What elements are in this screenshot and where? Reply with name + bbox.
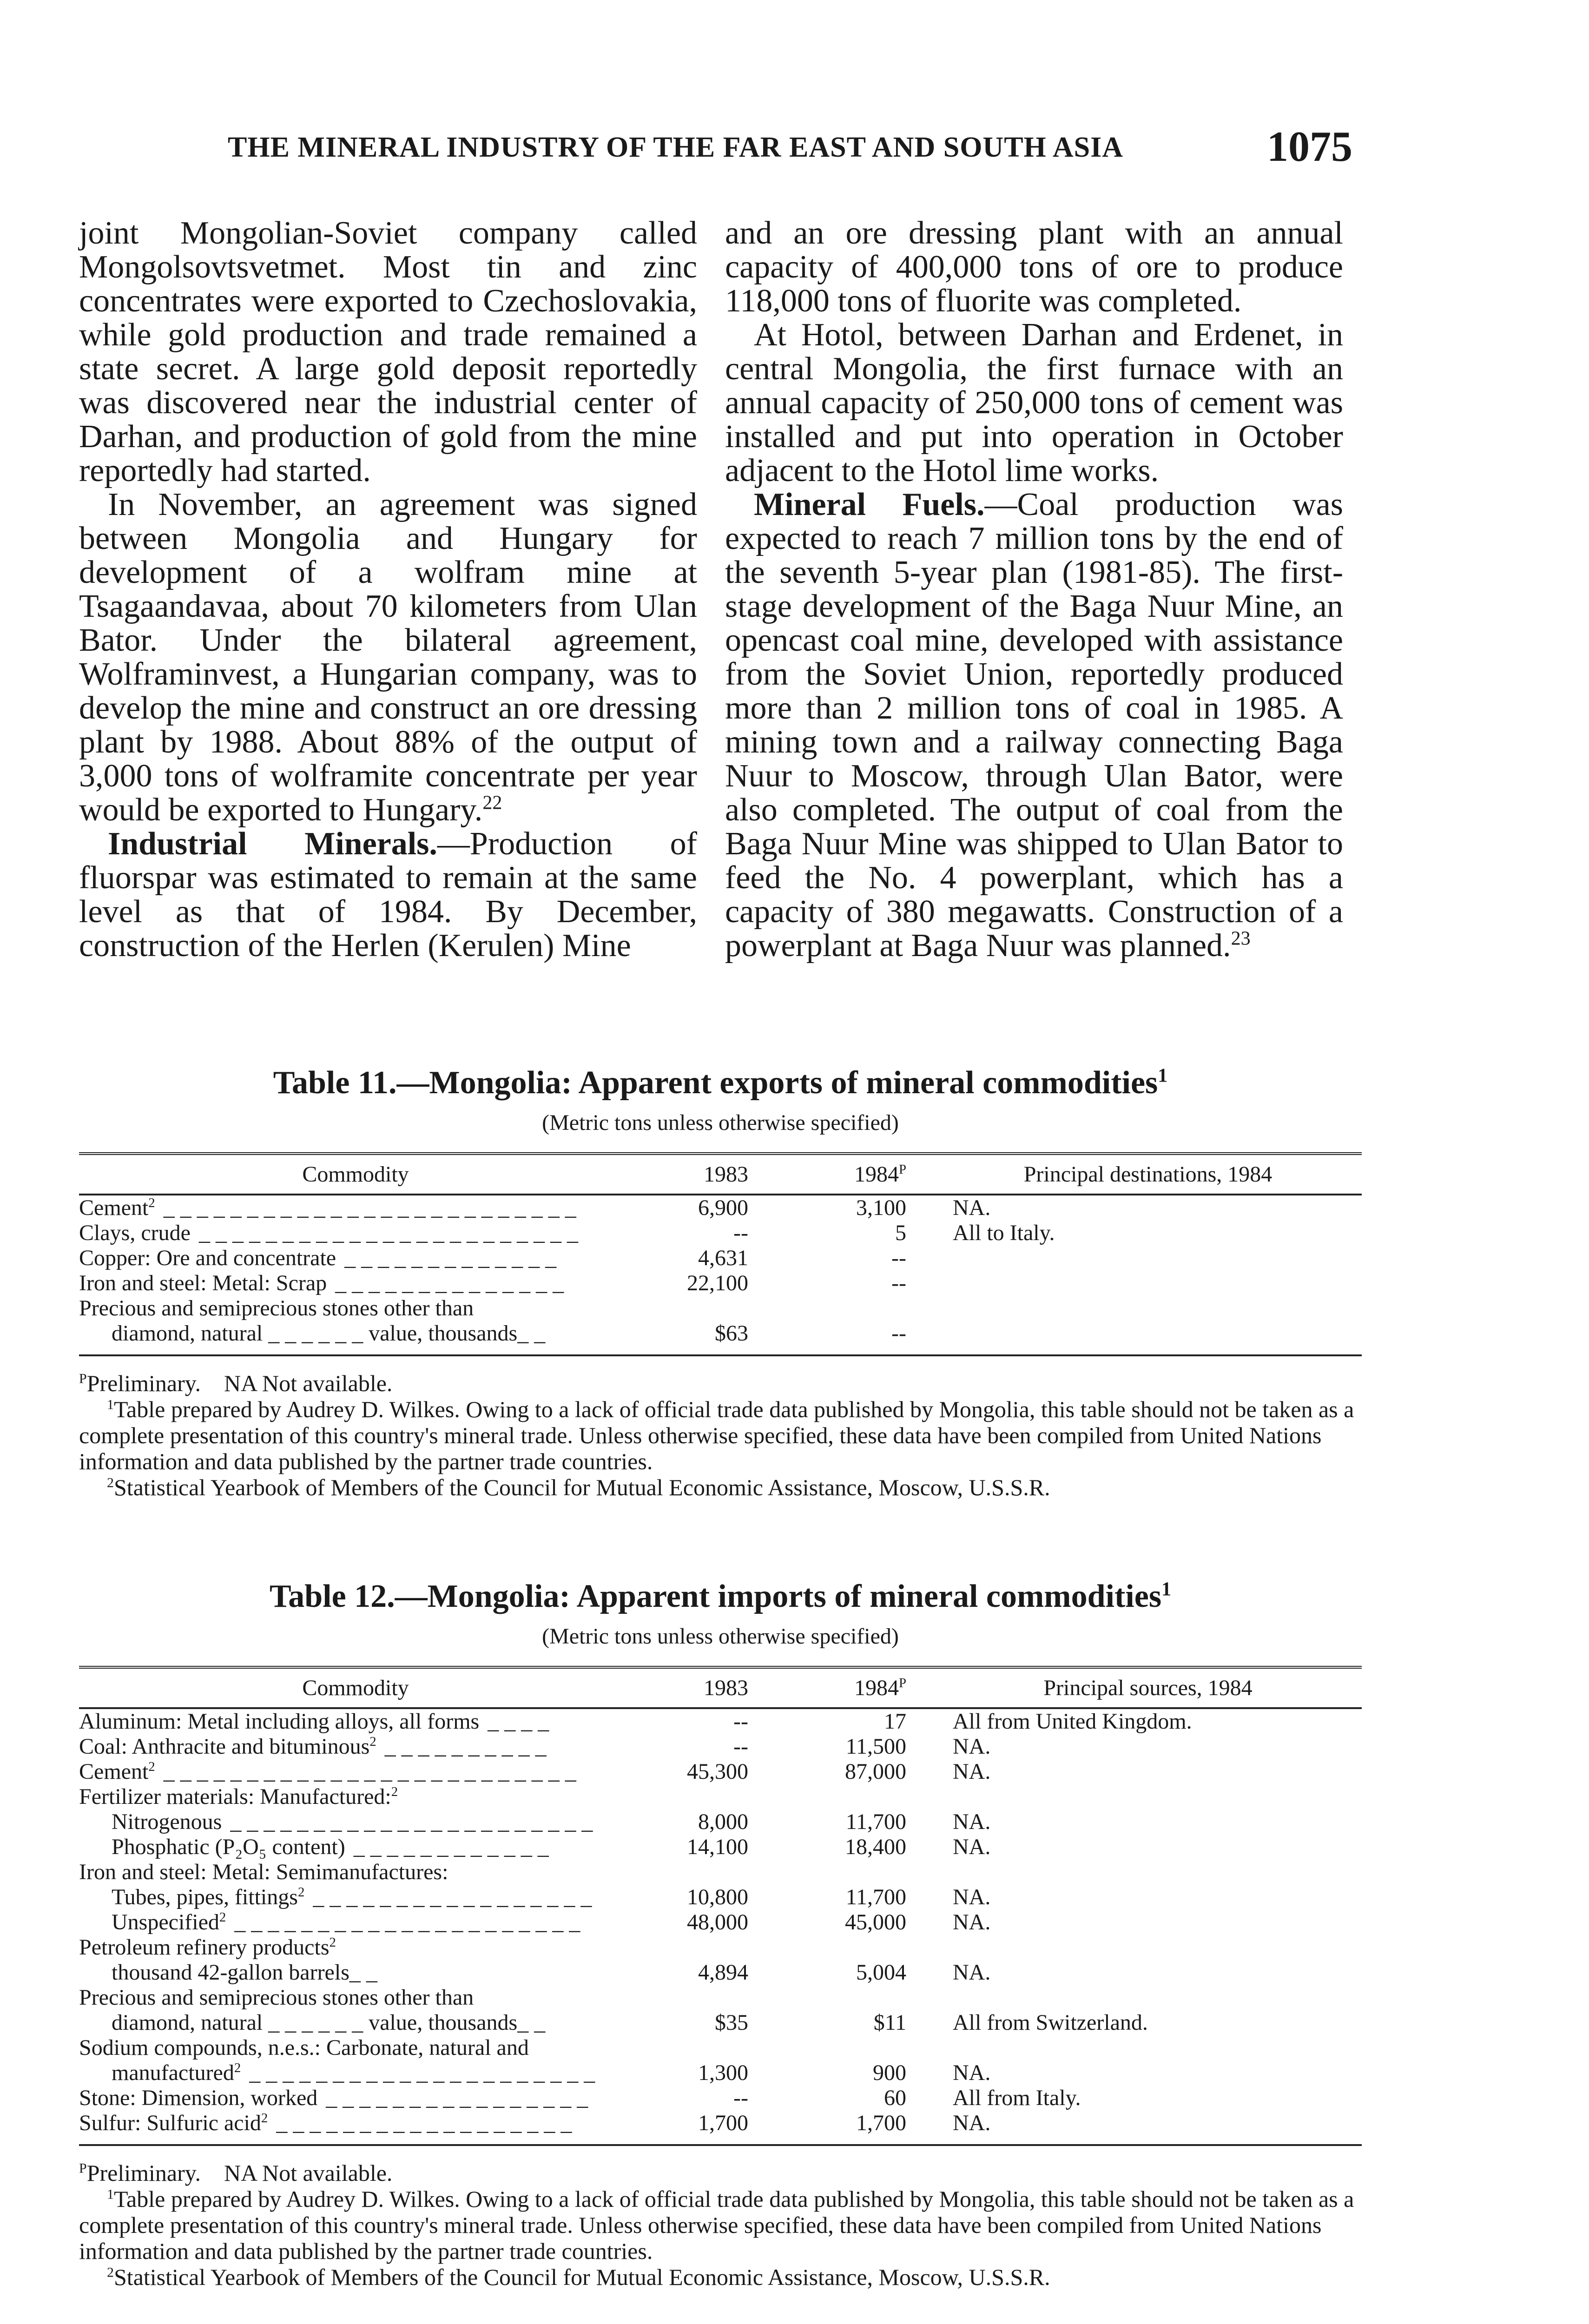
cell-1984: 11,700 [845,1809,906,1834]
column-header: 1983 [704,1162,748,1187]
table-row [79,1271,1362,1296]
cell-1984: 5 [895,1221,906,1245]
cell-destination: NA. [953,1835,991,1859]
cell-1984: -- [891,1246,906,1270]
note-preliminary: $^P$Preliminary. NA Not available. [79,2160,393,2186]
cell-destination [934,1321,1362,1355]
table-row [79,1321,1362,1355]
cell-commodity: Coal: Anthracite and bituminous$^2$ _ _ _ _ _ _ _ _ _ _ [79,1734,547,1759]
table-row [79,1784,1362,1809]
cell-destination: NA. [953,2111,991,2135]
cell-destination: NA. [953,2060,991,2085]
cell-1983: 4,894 [698,1960,748,1985]
cell-commodity: Clays, crude _ _ _ _ _ _ _ _ _ _ _ _ _ _ _ _ _ _ _ _ _ _ _ [79,1221,578,1245]
data-table [79,1152,1362,1356]
cell-1984 [767,1784,934,1809]
cell-commodity: Sodium compounds, n.e.s.: Carbonate, natural and [79,2035,529,2060]
table-subtitle: (Metric tons unless otherwise specified) [542,1110,899,1135]
table-row [79,1809,1362,1835]
paragraph: Industrial Minerals.—Production of fluorspar was estimated to remain at the same level as that of 1984. By December, construction of the Herlen (Kerulen) Mine [79,826,697,964]
cell-1984: 11,700 [845,1885,906,1909]
paragraph: and an ore dressing plant with an annual capacity of 400,000 tons of ore to produce 118,000 tons of fluorite was completed. [725,215,1343,319]
column-header: $1984^P$ [854,1162,906,1187]
running-header [74,122,1357,173]
cell-destination [934,1935,1362,1960]
cell-commodity: Tubes, pipes, fittings$^2$ _ _ _ _ _ _ _ _ _ _ _ _ _ _ _ _ _ [112,1885,592,1909]
table-row [79,1910,1362,1935]
page-number: 1075 [1267,123,1352,170]
cell-destination: NA. [953,1809,991,1834]
cell-1984 [767,1296,934,1321]
cell-commodity: Aluminum: Metal including alloys, all forms _ _ _ _ [79,1709,549,1734]
cell-1984: 5,004 [856,1960,906,1985]
table-row [79,1960,1362,1985]
paragraph: Mineral Fuels.—Coal production was expected to reach 7 million tons by the end of the seventh 5-year plan (1981-85). The first-stage development of the Baga Nuur Mine, an opencast coal mine, developed with assistance from the Soviet Union, reportedly produced more than 2 million tons of coal in 1985. A mining town and a railway connecting Baga Nuur to Moscow, through Ulan Bator, were also completed. The output of coal from the Baga Nuur Mine was shipped to Ulan Bator to feed the No. 4 powerplant, which has a capacity of 380 megawatts. Construction of a powerplant at Baga Nuur was planned.$^{23}$ [725,487,1343,964]
cell-destination [934,1985,1362,2010]
table-row [79,1835,1362,1860]
cell-commodity: Cement$^2$ _ _ _ _ _ _ _ _ _ _ _ _ _ _ _ _ _ _ _ _ _ _ _ _ _ [79,1759,576,1784]
table-row [79,1759,1362,1784]
table-11 [79,1064,1362,1500]
cell-1983: 1,700 [698,2111,748,2135]
cell-destination [934,1860,1362,1885]
right-column [725,216,1343,963]
cell-destination: NA. [953,1759,991,1784]
cell-destination [934,1246,1362,1271]
cell-commodity: Iron and steel: Metal: Scrap _ _ _ _ _ _ _ _ _ _ _ _ _ _ [79,1271,564,1295]
table-row [79,1935,1362,1960]
cell-1984: 3,100 [856,1195,906,1220]
cell-1983: -- [733,1709,748,1734]
note-preliminary: $^P$Preliminary. NA Not available. [79,1370,393,1396]
cell-commodity: thousand 42-gallon barrels_ _ [112,1960,377,1985]
cell-commodity: Precious and semiprecious stones other than [79,1985,474,2010]
cell-commodity: diamond, natural _ _ _ _ _ _ value, thousands_ _ [112,1321,546,1346]
table-header-row [79,1154,1362,1195]
cell-commodity: diamond, natural _ _ _ _ _ _ value, thousands_ _ [112,2010,546,2035]
cell-1983: 48,000 [687,1910,748,1934]
cell-destination: All to Italy. [953,1221,1055,1245]
note-2: $^2$Statistical Yearbook of Members of the Council for Mutual Economic Assistance, Moscow, U.S.S.R. [107,1474,1050,1500]
table-12 [79,1578,1362,2290]
table-subtitle: (Metric tons unless otherwise specified) [542,1624,899,1649]
cell-1984 [767,1860,934,1885]
table-row [79,1708,1362,1734]
column-header: 1983 [704,1676,748,1700]
cell-commodity: manufactured$^2$ _ _ _ _ _ _ _ _ _ _ _ _ _ _ _ _ _ _ _ _ _ [112,2060,595,2085]
table-row [79,1885,1362,1910]
table-title: Table 11.—Mongolia: Apparent exports of mineral commodities$^1$ [273,1065,1168,1101]
cell-commodity: Unspecified$^2$ _ _ _ _ _ _ _ _ _ _ _ _ _ _ _ _ _ _ _ _ _ [112,1910,580,1934]
cell-destination: NA. [953,1885,991,1909]
cell-1983: 22,100 [687,1271,748,1295]
cell-1983 [632,1296,767,1321]
table-row [79,1195,1362,1221]
footnote-ref: 22 [482,792,502,814]
cell-1983: 8,000 [698,1809,748,1834]
cell-1984: -- [891,1321,906,1346]
cell-1983: 45,300 [687,1759,748,1784]
cell-destination: NA. [953,1734,991,1759]
cell-1983: 14,100 [687,1835,748,1859]
table-row [79,1985,1362,2010]
table-row [79,1860,1362,1885]
paragraph: joint Mongolian-Soviet company called Mongolsovtsvetmet. Most tin and zinc concentrates were exported to Czechoslovakia, while gold production and trade remained a state secret. A large gold deposit reportedly was discovered near the industrial center of Darhan, and production of gold from the mine reportedly had started. [79,215,697,489]
cell-commodity: Nitrogenous _ _ _ _ _ _ _ _ _ _ _ _ _ _ _ _ _ _ _ _ _ _ [112,1809,593,1834]
cell-1984: 1,700 [856,2111,906,2135]
table-notes [79,2160,1362,2290]
cell-1984: 17 [884,1709,906,1734]
cell-1984 [767,1935,934,1960]
column-header: $1984^P$ [854,1676,906,1700]
cell-1983: 6,900 [698,1195,748,1220]
cell-destination: NA. [953,1195,991,1220]
table-row [79,2035,1362,2060]
column-header: Principal sources, 1984 [1043,1676,1253,1700]
running-title: THE MINERAL INDUSTRY OF THE FAR EAST AND SOUTH ASIA [228,132,1124,163]
cell-1983: $35 [715,2010,748,2035]
cell-1984: $11 [873,2010,906,2035]
cell-1983 [632,1985,767,2010]
footnote-ref: 23 [1231,928,1251,950]
cell-1983: $63 [715,1321,748,1346]
table-row [79,2010,1362,2035]
cell-1983: -- [733,1221,748,1245]
table-row [79,1246,1362,1271]
cell-1984: 18,400 [845,1835,906,1859]
cell-destination: NA. [953,1960,991,1985]
cell-1983: 10,800 [687,1885,748,1909]
cell-1984 [767,1985,934,2010]
table-title: Table 12.—Mongolia: Apparent imports of mineral commodities$^1$ [269,1578,1172,1614]
cell-1983: 1,300 [698,2060,748,2085]
cell-1984: 87,000 [845,1759,906,1784]
table-row [79,1734,1362,1759]
section-heading: Mineral Fuels. [754,487,985,522]
table-notes [79,1370,1362,1500]
cell-commodity: Phosphatic (P₂O₅ content) _ _ _ _ _ _ _ _ _ _ _ _ [112,1835,549,1859]
cell-destination: All from United Kingdom. [953,1709,1192,1734]
note-1: $^1$Table prepared by Audrey D. Wilkes. Owing to a lack of official trade data published by Mongolia, this table should not be taken as a complete presentation of this country's mineral trade. Unless otherwise specified, these data have been compiled from United Nations information and data published by the partner trade countries. [79,2186,1354,2264]
cell-commodity: Fertilizer materials: Manufactured:$^2$ [79,1784,398,1809]
cell-destination: All from Switzerland. [953,2010,1148,2035]
cell-commodity: Sulfur: Sulfuric acid$^2$ _ _ _ _ _ _ _ _ _ _ _ _ _ _ _ _ _ _ [79,2111,572,2135]
cell-1984 [767,2035,934,2060]
table-header-row [79,1667,1362,1708]
table-row [79,2060,1362,2086]
cell-commodity: Copper: Ore and concentrate _ _ _ _ _ _ _ _ _ _ _ _ _ [79,1246,557,1270]
cell-1983 [632,1784,767,1809]
cell-1983: -- [733,2086,748,2110]
cell-commodity: Petroleum refinery products$^2$ [79,1935,336,1960]
note-1: $^1$Table prepared by Audrey D. Wilkes. Owing to a lack of official trade data published by Mongolia, this table should not be taken as a complete presentation of this country's mineral trade. Unless otherwise specified, these data have been compiled from United Nations information and data published by the partner trade countries. [79,1396,1354,1474]
cell-destination: NA. [953,1910,991,1934]
cell-1983 [632,1860,767,1885]
paragraph: At Hotol, between Darhan and Erdenet, in central Mongolia, the first furnace with an annual capacity of 250,000 tons of cement was installed and put into operation in October adjacent to the Hotol lime works. [725,317,1343,489]
cell-1984: 45,000 [845,1910,906,1934]
cell-destination [934,1784,1362,1809]
table-row [79,1296,1362,1321]
cell-1983: -- [733,1734,748,1759]
cell-destination [934,1296,1362,1321]
column-header: Commodity [302,1676,409,1700]
cell-1983 [632,2035,767,2060]
cell-commodity: Precious and semiprecious stones other than [79,1296,474,1320]
column-header: Commodity [302,1162,409,1187]
cell-commodity: Iron and steel: Metal: Semimanufactures: [79,1860,448,1884]
paragraph: In November, an agreement was signed between Mongolia and Hungary for development of a wolfram mine at Tsagaandavaa, about 70 kilometers from Ulan Bator. Under the bilateral agreement, Wolframinvest, a Hungarian company, was to develop the mine and construct an ore dressing plant by 1988. About 88% of the output of 3,000 tons of wolframite concentrate per year would be exported to Hungary.$^{22}$ [79,487,697,828]
note-2: $^2$Statistical Yearbook of Members of the Council for Mutual Economic Assistance, Moscow, U.S.S.R. [107,2264,1050,2290]
cell-1983 [632,1935,767,1960]
column-header: Principal destinations, 1984 [1023,1162,1273,1187]
cell-1983: 4,631 [698,1246,748,1270]
left-column [79,216,697,963]
table-row [79,2086,1362,2111]
cell-destination: All from Italy. [953,2086,1081,2110]
cell-destination [934,1271,1362,1296]
cell-1984: 11,500 [845,1734,906,1759]
cell-1984: 900 [873,2060,906,2085]
cell-destination [934,2035,1362,2060]
data-table [79,1666,1362,2146]
cell-1984: 60 [884,2086,906,2110]
cell-commodity: Cement$^2$ _ _ _ _ _ _ _ _ _ _ _ _ _ _ _ _ _ _ _ _ _ _ _ _ _ [79,1195,576,1220]
table-row [79,2111,1362,2145]
cell-commodity: Stone: Dimension, worked _ _ _ _ _ _ _ _ _ _ _ _ _ _ _ _ [79,2086,588,2110]
table-row [79,1221,1362,1246]
section-heading: Industrial Minerals. [108,826,437,862]
cell-1984: -- [891,1271,906,1295]
